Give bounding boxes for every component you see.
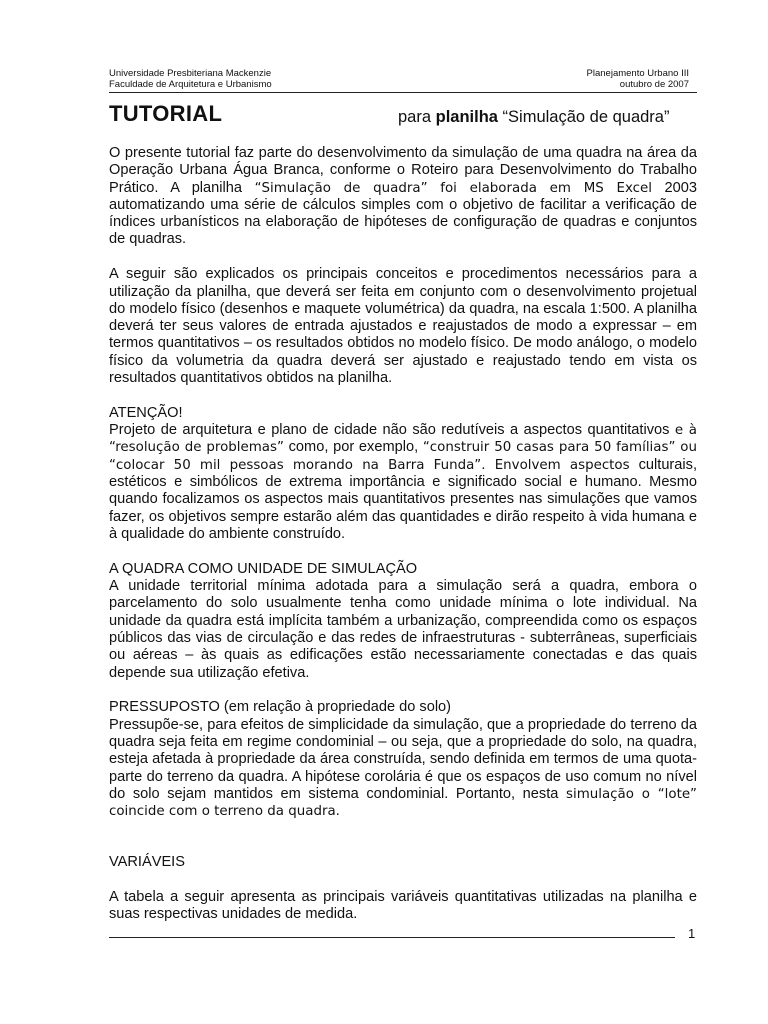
pressuposto-part-a: Pressupõe-se, para efeitos de simplicidade da simulação, que a propriedade do terreno da quadra seja feita em regime condominial – ou seja, que a propriedade do solo, na quadra, esteja afetada à propriedade da área construída, sendo definida em termos de uma quota-parte do terreno da quadra. A hipótese corolária é que os espaços de uso comum no nível do solo sejam mantidos em sistema condominial. Portanto, nesta [109, 716, 697, 802]
pressuposto-paragraph [109, 717, 697, 821]
atencao-part-d: “construir 50 casas para 50 famílias” ou “colocar 50 mil pessoas morando na Barra Funda”. Envolvem aspectos [109, 440, 697, 473]
pressuposto-heading: PRESSUPOSTO (em relação à propriedade do solo) [109, 699, 452, 716]
subtitle-pre: para [398, 108, 436, 126]
subtitle-post: “Simulação de quadra” [497, 108, 670, 126]
atencao-paragraph [109, 422, 697, 543]
intro-part-a: O presente tutorial faz parte do desenvolvimento da simulação de uma quadra na área da Operação Urbana Água Branca, conforme o Roteiro para Desenvolvimento do Trabalho Prático. A planilha [109, 145, 697, 196]
header-date: outubro de 2007 [619, 79, 689, 90]
page-subtitle [398, 108, 669, 127]
header-divider [109, 92, 697, 93]
subtitle-bold: planilha [435, 108, 498, 126]
university-name: Universidade Presbiteriana Mackenzie [109, 68, 272, 79]
quadra-heading: A QUADRA COMO UNIDADE DE SIMULAÇÃO [109, 560, 418, 577]
quadra-paragraph: A unidade territorial mínima adotada para a simulação será a quadra, embora o parcelamento do solo usualmente tenha como unidade mínima o lote individual. Na unidade da quadra está implícita também a urbanização, compreendida como os espaços públicos das vias de circulação e das redes de infraestruturas - subterrâneas, superficiais ou aéreas – às quais as edificações estão necessariamente conectadas e das quais depende sua utilização efetiva. [109, 578, 697, 681]
header-left [109, 68, 272, 90]
atencao-part-a: Projeto de arquitetura e plano de cidade não são redutíveis a aspectos quantitativos [109, 422, 675, 439]
faculty-name: Faculdade de Arquitetura e Urbanismo [109, 79, 272, 90]
intro-part-b: “Simulação de quadra” foi elaborada em MS Excel [254, 180, 652, 196]
variaveis-heading: VARIÁVEIS [109, 854, 185, 871]
document-body [109, 145, 697, 924]
page-number: 1 [688, 926, 696, 941]
procedures-paragraph: A seguir são explicados os principais conceitos e procedimentos necessários para a utilização da planilha, que deverá ser feita em conjunto com o desenvolvimento projetual do modelo físico (desenhos e maquete volumétrica) da quadra, na escala 1:500. A planilha deverá ter seus valores de entrada ajustados e reajustados de modo a expressar – em termos quantitativos – os resultados obtidos no modelo físico. De modo análogo, o modelo físico da volumetria da quadra deverá ser ajustado e reajustado tendo em vista os resultados quantitativos obtidos na planilha. [109, 266, 697, 387]
atencao-part-c: como, por exemplo, [283, 439, 423, 456]
intro-paragraph [109, 145, 697, 249]
atencao-part-e: culturais, estéticos e simbólicos de extrema importância e significado social e humano. Mesmo quando focalizamos os aspectos mais quantitativos presentes nas simulações que vamos fazer, os objetivos sempre estarão além das quantidades e dirão respeito à vida humana e à qualidade do ambiente construído. [109, 456, 698, 542]
pressuposto-part-b: simulação o “lote” coincide com o terreno da quadra. [109, 786, 697, 820]
footer-divider [109, 937, 675, 938]
atencao-part-b: e à “resolução de problemas” [109, 423, 697, 456]
atencao-heading: ATENÇÃO! [109, 404, 183, 421]
page-title: TUTORIAL [109, 101, 223, 126]
header-right [587, 68, 689, 90]
intro-part-c: 2003 automatizando uma série de cálculos simples com o objetivo de facilitar a verificação de índices urbanísticos na elaboração de hipóteses de configuração de quadras e conjuntos de quadras. [109, 179, 697, 248]
variaveis-paragraph: A tabela a seguir apresenta as principais variáveis quantitativas utilizadas na planilha e suas respectivas unidades de medida. [109, 889, 697, 923]
course-name: Planejamento Urbano III [586, 68, 689, 79]
